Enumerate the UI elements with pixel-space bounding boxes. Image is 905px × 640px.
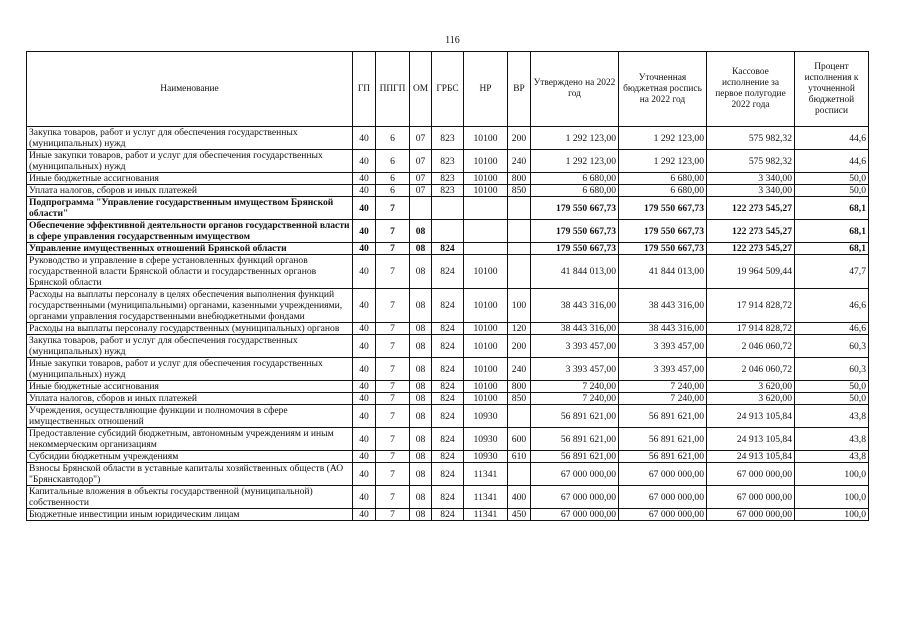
- col-header-ppgp: ППГП: [376, 52, 410, 127]
- cell-gp: 40: [353, 358, 376, 381]
- cell-approved: 3 393 457,00: [531, 358, 619, 381]
- cell-cash: 3 340,00: [707, 185, 795, 197]
- cell-om: 07: [410, 150, 432, 173]
- cell-om: 08: [410, 509, 432, 521]
- cell-name: Уплата налогов, сборов и иных платежей: [27, 185, 353, 197]
- cell-nr: 10100: [464, 358, 508, 381]
- cell-refined: 67 000 000,00: [619, 486, 707, 509]
- cell-om: 08: [410, 405, 432, 428]
- cell-ppgp: 7: [376, 243, 410, 255]
- cell-name: Закупка товаров, работ и услуг для обеспечения государственных (муниципальных) нужд: [27, 335, 353, 358]
- cell-nr: 10100: [464, 335, 508, 358]
- cell-ppgp: 7: [376, 428, 410, 451]
- cell-grbs: 824: [432, 486, 464, 509]
- cell-vr: 200: [508, 127, 531, 150]
- header-row: [27, 52, 869, 127]
- cell-percent: 68,1: [795, 243, 869, 255]
- cell-om: 08: [410, 335, 432, 358]
- cell-vr: 800: [508, 173, 531, 185]
- cell-nr: 10100: [464, 173, 508, 185]
- cell-vr: 850: [508, 393, 531, 405]
- cell-ppgp: 7: [376, 393, 410, 405]
- cell-approved: 179 550 667,73: [531, 220, 619, 243]
- cell-grbs: 824: [432, 323, 464, 335]
- cell-name: Расходы на выплаты персоналу в целях обеспечения выполнения функций государственными (муниципальными) органами, казенными учреждениями, органами управления государственными внебюджетными фондами: [27, 289, 353, 323]
- cell-cash: 3 620,00: [707, 381, 795, 393]
- col-header-refined: Уточненная бюджетная роспись на 2022 год: [619, 52, 707, 127]
- cell-gp: 40: [353, 243, 376, 255]
- cell-gp: 40: [353, 127, 376, 150]
- cell-om: 08: [410, 289, 432, 323]
- cell-name: Взносы Брянской области в уставные капиталы хозяйственных обществ (АО "Брянскавтодор"): [27, 463, 353, 486]
- cell-name: Капитальные вложения в объекты государственной (муниципальной) собственности: [27, 486, 353, 509]
- cell-cash: 3 340,00: [707, 173, 795, 185]
- cell-vr: 120: [508, 323, 531, 335]
- cell-nr: 11341: [464, 463, 508, 486]
- table-row: [27, 255, 869, 289]
- table-row: [27, 451, 869, 463]
- table-row: [27, 393, 869, 405]
- table-row: [27, 486, 869, 509]
- cell-cash: 24 913 105,84: [707, 451, 795, 463]
- cell-ppgp: 7: [376, 335, 410, 358]
- cell-gp: 40: [353, 173, 376, 185]
- cell-approved: 56 891 621,00: [531, 451, 619, 463]
- cell-refined: 7 240,00: [619, 393, 707, 405]
- table-row: [27, 220, 869, 243]
- cell-grbs: 824: [432, 243, 464, 255]
- cell-nr: 10100: [464, 127, 508, 150]
- cell-approved: 67 000 000,00: [531, 463, 619, 486]
- col-header-vr: ВР: [508, 52, 531, 127]
- cell-approved: 7 240,00: [531, 381, 619, 393]
- cell-grbs: 824: [432, 358, 464, 381]
- cell-refined: 1 292 123,00: [619, 127, 707, 150]
- cell-name: Руководство и управление в сфере установленных функций органов государственной власти Брянской области и государственных органов Брянской области: [27, 255, 353, 289]
- cell-cash: 67 000 000,00: [707, 509, 795, 521]
- cell-om: 08: [410, 393, 432, 405]
- cell-gp: 40: [353, 393, 376, 405]
- cell-approved: 1 292 123,00: [531, 127, 619, 150]
- cell-nr: 11341: [464, 509, 508, 521]
- cell-name: Иные бюджетные ассигнования: [27, 381, 353, 393]
- cell-nr: 10100: [464, 185, 508, 197]
- cell-name: Предоставление субсидий бюджетным, автономным учреждениям и иным некоммерческим организациям: [27, 428, 353, 451]
- cell-refined: 67 000 000,00: [619, 509, 707, 521]
- cell-cash: 17 914 828,72: [707, 323, 795, 335]
- cell-nr: 10100: [464, 289, 508, 323]
- cell-gp: 40: [353, 451, 376, 463]
- cell-approved: 179 550 667,73: [531, 197, 619, 220]
- cell-cash: 122 273 545,27: [707, 243, 795, 255]
- cell-approved: 38 443 316,00: [531, 289, 619, 323]
- cell-approved: 67 000 000,00: [531, 509, 619, 521]
- cell-name: Обеспечение эффективной деятельности органов государственной власти в сфере управления государственным имуществом: [27, 220, 353, 243]
- cell-percent: 50,0: [795, 173, 869, 185]
- cell-percent: 50,0: [795, 393, 869, 405]
- cell-vr: 850: [508, 185, 531, 197]
- cell-nr: 10930: [464, 451, 508, 463]
- cell-nr: [464, 243, 508, 255]
- cell-refined: 56 891 621,00: [619, 428, 707, 451]
- cell-refined: 67 000 000,00: [619, 463, 707, 486]
- cell-nr: 10100: [464, 393, 508, 405]
- cell-om: 08: [410, 451, 432, 463]
- table-row: [27, 197, 869, 220]
- col-header-cash: Кассовое исполнение за первое полугодие 2022 года: [707, 52, 795, 127]
- table-row: [27, 173, 869, 185]
- cell-om: 08: [410, 358, 432, 381]
- col-header-name: Наименование: [27, 52, 353, 127]
- cell-nr: 10930: [464, 428, 508, 451]
- cell-percent: 50,0: [795, 381, 869, 393]
- cell-vr: [508, 255, 531, 289]
- cell-grbs: 823: [432, 173, 464, 185]
- cell-name: Субсидии бюджетным учреждениям: [27, 451, 353, 463]
- cell-vr: [508, 197, 531, 220]
- cell-refined: 56 891 621,00: [619, 451, 707, 463]
- cell-refined: 56 891 621,00: [619, 405, 707, 428]
- cell-cash: 575 982,32: [707, 127, 795, 150]
- cell-refined: 6 680,00: [619, 173, 707, 185]
- page-number: 116: [445, 35, 460, 46]
- cell-percent: 46,6: [795, 289, 869, 323]
- cell-gp: 40: [353, 405, 376, 428]
- col-header-grbs: ГРБС: [432, 52, 464, 127]
- cell-name: Бюджетные инвестиции иным юридическим лицам: [27, 509, 353, 521]
- cell-om: 07: [410, 127, 432, 150]
- cell-cash: 122 273 545,27: [707, 197, 795, 220]
- cell-gp: 40: [353, 289, 376, 323]
- cell-approved: 6 680,00: [531, 173, 619, 185]
- cell-grbs: 823: [432, 150, 464, 173]
- cell-cash: 67 000 000,00: [707, 463, 795, 486]
- cell-approved: 7 240,00: [531, 393, 619, 405]
- cell-approved: 38 443 316,00: [531, 323, 619, 335]
- cell-grbs: 824: [432, 405, 464, 428]
- cell-ppgp: 7: [376, 405, 410, 428]
- cell-grbs: 824: [432, 428, 464, 451]
- cell-percent: 43,8: [795, 428, 869, 451]
- cell-vr: 450: [508, 509, 531, 521]
- cell-name: Управление имущественных отношений Брянской области: [27, 243, 353, 255]
- cell-vr: 240: [508, 358, 531, 381]
- cell-refined: 179 550 667,73: [619, 220, 707, 243]
- cell-refined: 3 393 457,00: [619, 358, 707, 381]
- cell-refined: 38 443 316,00: [619, 289, 707, 323]
- cell-ppgp: 7: [376, 509, 410, 521]
- cell-percent: 44,6: [795, 150, 869, 173]
- cell-om: 08: [410, 463, 432, 486]
- cell-vr: [508, 243, 531, 255]
- cell-refined: 41 844 013,00: [619, 255, 707, 289]
- cell-grbs: 824: [432, 451, 464, 463]
- cell-nr: 11341: [464, 486, 508, 509]
- cell-om: 07: [410, 185, 432, 197]
- cell-ppgp: 6: [376, 173, 410, 185]
- cell-percent: 50,0: [795, 185, 869, 197]
- cell-percent: 100,0: [795, 509, 869, 521]
- cell-cash: 2 046 060,72: [707, 358, 795, 381]
- table-row: [27, 405, 869, 428]
- cell-vr: 200: [508, 335, 531, 358]
- cell-approved: 56 891 621,00: [531, 428, 619, 451]
- cell-cash: 122 273 545,27: [707, 220, 795, 243]
- cell-vr: 610: [508, 451, 531, 463]
- cell-grbs: 824: [432, 255, 464, 289]
- cell-gp: 40: [353, 486, 376, 509]
- table-row: [27, 381, 869, 393]
- budget-execution-table: [26, 51, 869, 521]
- cell-gp: 40: [353, 185, 376, 197]
- cell-om: [410, 197, 432, 220]
- cell-ppgp: 7: [376, 486, 410, 509]
- col-header-nr: НР: [464, 52, 508, 127]
- cell-cash: 67 000 000,00: [707, 486, 795, 509]
- cell-grbs: 824: [432, 463, 464, 486]
- cell-percent: 100,0: [795, 463, 869, 486]
- cell-vr: 800: [508, 381, 531, 393]
- cell-name: Уплата налогов, сборов и иных платежей: [27, 393, 353, 405]
- table-row: [27, 335, 869, 358]
- cell-gp: 40: [353, 463, 376, 486]
- cell-percent: 43,8: [795, 451, 869, 463]
- cell-nr: 10100: [464, 255, 508, 289]
- cell-grbs: 823: [432, 127, 464, 150]
- cell-om: 08: [410, 323, 432, 335]
- cell-percent: 43,8: [795, 405, 869, 428]
- cell-refined: 179 550 667,73: [619, 243, 707, 255]
- cell-vr: 100: [508, 289, 531, 323]
- cell-percent: 60,3: [795, 335, 869, 358]
- cell-ppgp: 7: [376, 197, 410, 220]
- table-row: [27, 358, 869, 381]
- table-row: [27, 463, 869, 486]
- cell-percent: 68,1: [795, 220, 869, 243]
- cell-ppgp: 6: [376, 127, 410, 150]
- cell-om: 08: [410, 220, 432, 243]
- cell-gp: 40: [353, 428, 376, 451]
- cell-nr: [464, 220, 508, 243]
- cell-om: 08: [410, 255, 432, 289]
- cell-om: 08: [410, 381, 432, 393]
- cell-refined: 1 292 123,00: [619, 150, 707, 173]
- cell-ppgp: 6: [376, 150, 410, 173]
- table-row: [27, 323, 869, 335]
- cell-approved: 6 680,00: [531, 185, 619, 197]
- table-row: [27, 127, 869, 150]
- cell-refined: 7 240,00: [619, 381, 707, 393]
- table-row: [27, 185, 869, 197]
- cell-gp: 40: [353, 220, 376, 243]
- cell-gp: 40: [353, 150, 376, 173]
- col-header-percent: Процент исполнения к уточненной бюджетной росписи: [795, 52, 869, 127]
- table-row: [27, 243, 869, 255]
- cell-vr: 600: [508, 428, 531, 451]
- cell-grbs: 824: [432, 509, 464, 521]
- cell-cash: 19 964 509,44: [707, 255, 795, 289]
- cell-name: Расходы на выплаты персоналу государственных (муниципальных) органов: [27, 323, 353, 335]
- cell-name: Подпрограмма "Управление государственным имуществом Брянской области": [27, 197, 353, 220]
- table-row: [27, 150, 869, 173]
- cell-grbs: 824: [432, 381, 464, 393]
- cell-gp: 40: [353, 509, 376, 521]
- cell-grbs: [432, 220, 464, 243]
- cell-ppgp: 7: [376, 255, 410, 289]
- cell-ppgp: 7: [376, 463, 410, 486]
- cell-ppgp: 6: [376, 185, 410, 197]
- cell-refined: 6 680,00: [619, 185, 707, 197]
- cell-percent: 46,6: [795, 323, 869, 335]
- cell-refined: 3 393 457,00: [619, 335, 707, 358]
- cell-nr: 10100: [464, 150, 508, 173]
- cell-grbs: 824: [432, 335, 464, 358]
- cell-gp: 40: [353, 255, 376, 289]
- cell-vr: [508, 463, 531, 486]
- cell-om: 07: [410, 173, 432, 185]
- cell-percent: 44,6: [795, 127, 869, 150]
- cell-vr: 240: [508, 150, 531, 173]
- cell-name: Учреждения, осуществляющие функции и полномочия в сфере имущественных отношений: [27, 405, 353, 428]
- cell-gp: 40: [353, 381, 376, 393]
- cell-vr: [508, 220, 531, 243]
- cell-name: Закупка товаров, работ и услуг для обеспечения государственных (муниципальных) нужд: [27, 127, 353, 150]
- cell-om: 08: [410, 486, 432, 509]
- cell-cash: 575 982,32: [707, 150, 795, 173]
- cell-grbs: 824: [432, 289, 464, 323]
- cell-approved: 41 844 013,00: [531, 255, 619, 289]
- cell-ppgp: 7: [376, 358, 410, 381]
- cell-nr: 10100: [464, 323, 508, 335]
- cell-ppgp: 7: [376, 220, 410, 243]
- cell-name: Иные бюджетные ассигнования: [27, 173, 353, 185]
- table-row: [27, 428, 869, 451]
- cell-nr: 10100: [464, 381, 508, 393]
- col-header-approved: Утверждено на 2022 год: [531, 52, 619, 127]
- cell-gp: 40: [353, 323, 376, 335]
- cell-cash: 24 913 105,84: [707, 428, 795, 451]
- cell-approved: 3 393 457,00: [531, 335, 619, 358]
- cell-grbs: 824: [432, 393, 464, 405]
- cell-ppgp: 7: [376, 323, 410, 335]
- cell-cash: 2 046 060,72: [707, 335, 795, 358]
- cell-cash: 24 913 105,84: [707, 405, 795, 428]
- cell-ppgp: 7: [376, 289, 410, 323]
- cell-nr: [464, 197, 508, 220]
- cell-vr: 400: [508, 486, 531, 509]
- cell-approved: 1 292 123,00: [531, 150, 619, 173]
- cell-approved: 67 000 000,00: [531, 486, 619, 509]
- cell-refined: 179 550 667,73: [619, 197, 707, 220]
- cell-approved: 179 550 667,73: [531, 243, 619, 255]
- cell-name: Иные закупки товаров, работ и услуг для обеспечения государственных (муниципальных) нужд: [27, 150, 353, 173]
- cell-percent: 68,1: [795, 197, 869, 220]
- cell-vr: [508, 405, 531, 428]
- table-row: [27, 509, 869, 521]
- cell-percent: 47,7: [795, 255, 869, 289]
- cell-cash: 17 914 828,72: [707, 289, 795, 323]
- cell-nr: 10930: [464, 405, 508, 428]
- col-header-om: ОМ: [410, 52, 432, 127]
- table-row: [27, 289, 869, 323]
- cell-gp: 40: [353, 335, 376, 358]
- cell-refined: 38 443 316,00: [619, 323, 707, 335]
- cell-percent: 100,0: [795, 486, 869, 509]
- cell-gp: 40: [353, 197, 376, 220]
- cell-name: Иные закупки товаров, работ и услуг для обеспечения государственных (муниципальных) нужд: [27, 358, 353, 381]
- cell-percent: 60,3: [795, 358, 869, 381]
- cell-approved: 56 891 621,00: [531, 405, 619, 428]
- cell-grbs: [432, 197, 464, 220]
- cell-ppgp: 7: [376, 381, 410, 393]
- cell-om: 08: [410, 243, 432, 255]
- cell-om: 08: [410, 428, 432, 451]
- col-header-gp: ГП: [353, 52, 376, 127]
- cell-ppgp: 7: [376, 451, 410, 463]
- cell-cash: 3 620,00: [707, 393, 795, 405]
- cell-grbs: 823: [432, 185, 464, 197]
